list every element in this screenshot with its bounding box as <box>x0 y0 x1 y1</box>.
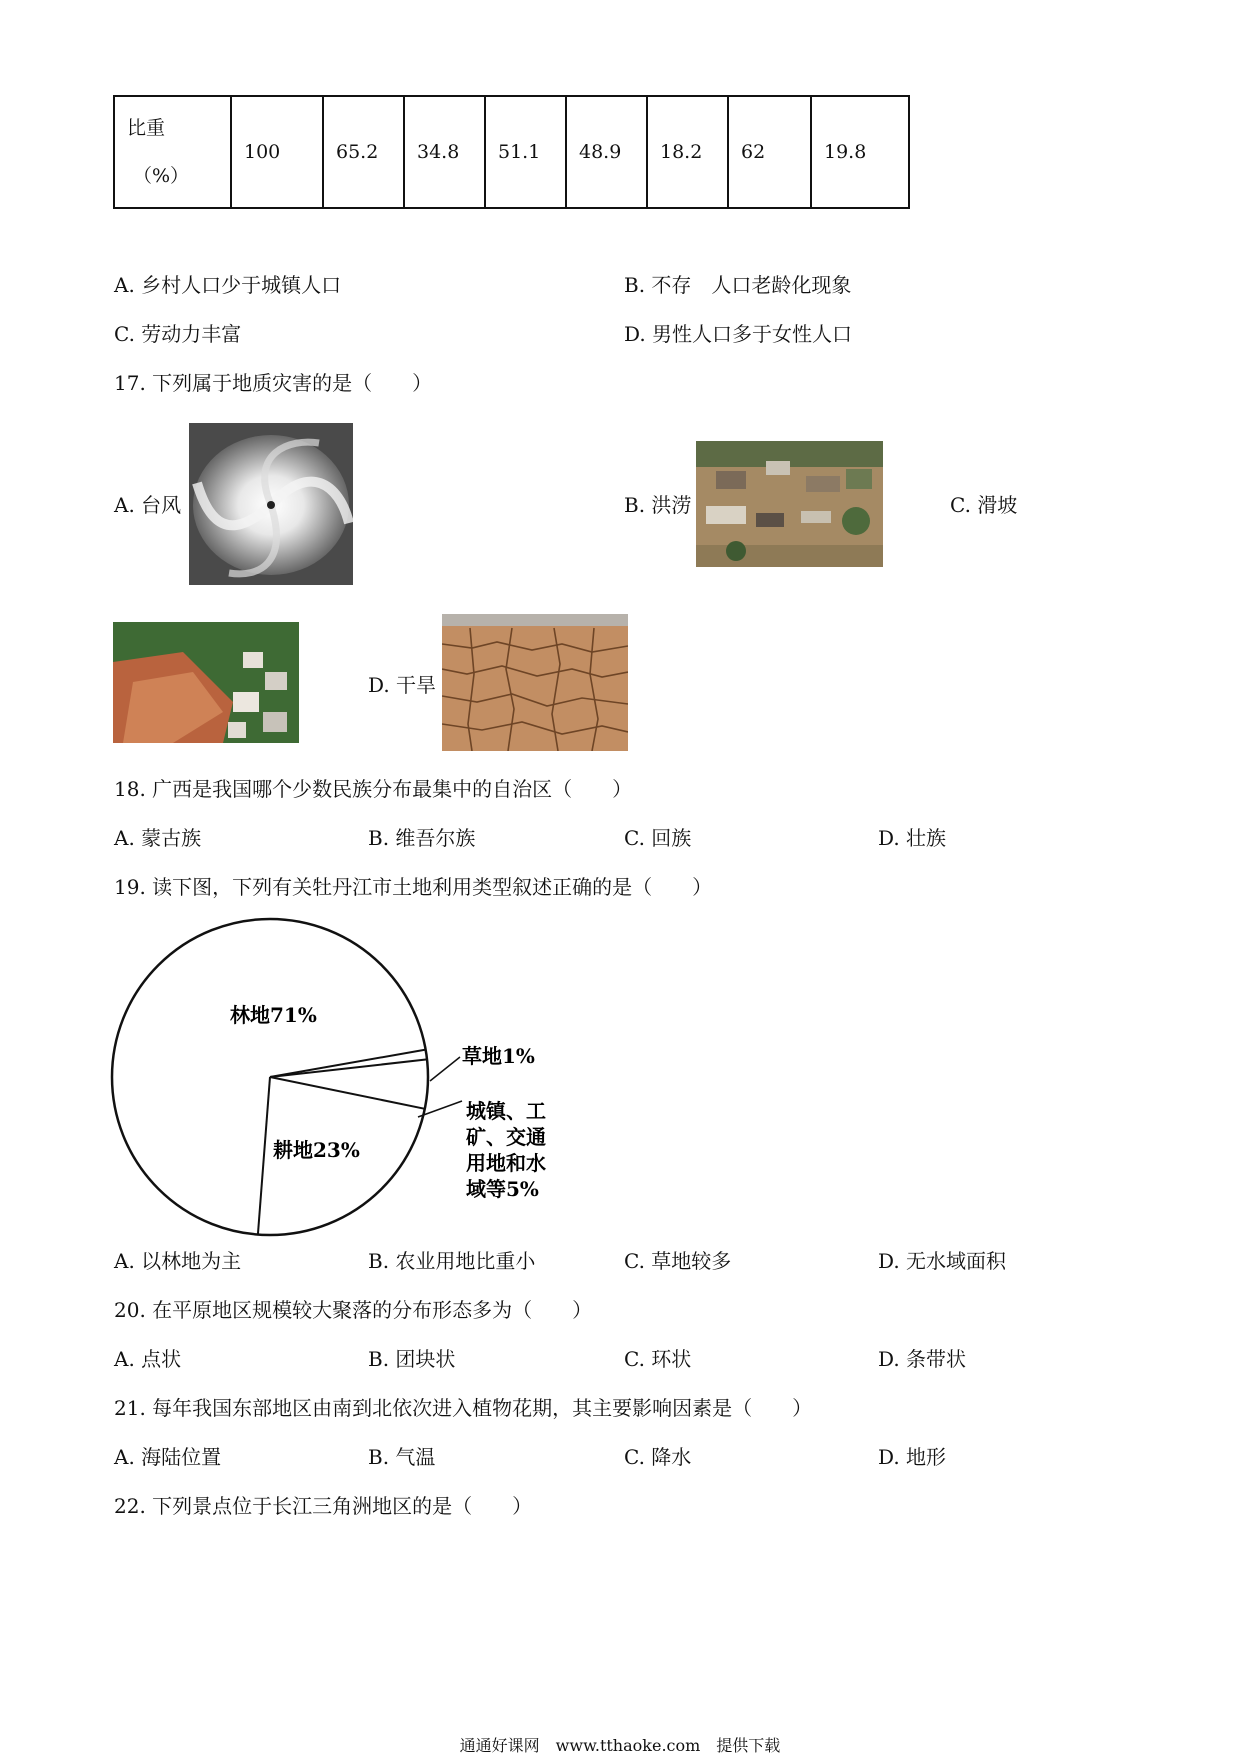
q18-option-b[interactable]: B. 维吾尔族 <box>368 826 476 850</box>
row-label-line1: 比重 <box>127 117 166 139</box>
q20-option-a[interactable]: A. 点状 <box>114 1347 182 1371</box>
page-footer: 通通好课网 www.tthaoke.com 提供下载 <box>459 1736 781 1755</box>
row-label-cell <box>114 96 231 208</box>
table-row <box>114 96 909 208</box>
pie-label-grassland: 草地1% <box>462 1044 535 1068</box>
q17-option-c[interactable]: C. 滑坡 <box>950 493 1018 517</box>
flood-image <box>696 441 883 567</box>
table-cell: 100 <box>231 96 323 208</box>
pie-label-urban-line4: 域等5% <box>466 1177 539 1201</box>
q21-option-a[interactable]: A. 海陆位置 <box>114 1445 222 1469</box>
q21-stem: 21. 每年我国东部地区由南到北依次进入植物花期，其主要影响因素是（ ） <box>114 1396 813 1420</box>
pie-label-urban-line3: 用地和水 <box>466 1151 546 1175</box>
q20-option-b[interactable]: B. 团块状 <box>368 1347 456 1371</box>
q21-option-b[interactable]: B. 气温 <box>368 1445 436 1469</box>
q21-option-c[interactable]: C. 降水 <box>624 1445 692 1469</box>
q18-option-a[interactable]: A. 蒙古族 <box>114 826 202 850</box>
q19-option-c[interactable]: C. 草地较多 <box>624 1249 732 1273</box>
q16-option-a[interactable]: A. 乡村人口少于城镇人口 <box>114 273 342 297</box>
table-cell: 62 <box>728 96 811 208</box>
table-cell: 65.2 <box>323 96 404 208</box>
table-cell: 34.8 <box>404 96 485 208</box>
grassland-leader-line <box>430 1057 460 1081</box>
pie-label-farmland: 耕地23% <box>273 1138 360 1162</box>
q17-option-d[interactable]: D. 干旱 <box>368 673 437 697</box>
q18-option-c[interactable]: C. 回族 <box>624 826 692 850</box>
pie-label-urban-line1: 城镇、工 <box>466 1099 546 1123</box>
land-use-pie-chart <box>100 905 580 1245</box>
typhoon-image <box>189 423 353 585</box>
q19-option-a[interactable]: A. 以林地为主 <box>114 1249 242 1273</box>
q18-option-d[interactable]: D. 壮族 <box>878 826 947 850</box>
q20-stem: 20. 在平原地区规模较大聚落的分布形态多为（ ） <box>114 1298 593 1322</box>
q22-stem: 22. 下列景点位于长江三角洲地区的是（ ） <box>114 1494 533 1518</box>
q17-option-a[interactable]: A. 台风 <box>114 493 182 517</box>
table-cell: 51.1 <box>485 96 566 208</box>
pie-label-forest: 林地71% <box>230 1003 317 1027</box>
q19-option-d[interactable]: D. 无水域面积 <box>878 1249 1007 1273</box>
q19-option-b[interactable]: B. 农业用地比重小 <box>368 1249 536 1273</box>
q21-option-d[interactable]: D. 地形 <box>878 1445 947 1469</box>
table-cell: 48.9 <box>566 96 647 208</box>
landslide-image <box>113 622 299 743</box>
q20-option-d[interactable]: D. 条带状 <box>878 1347 967 1371</box>
table-cell: 19.8 <box>811 96 909 208</box>
q18-stem: 18. 广西是我国哪个少数民族分布最集中的自治区（ ） <box>114 777 633 801</box>
row-label-line2: （%） <box>133 165 190 187</box>
q17-stem: 17. 下列属于地质灾害的是（ ） <box>114 371 433 395</box>
q16-option-b[interactable]: B. 不存 人口老龄化现象 <box>624 273 852 297</box>
table-cell: 18.2 <box>647 96 728 208</box>
pie-label-urban-line2: 矿、交通 <box>466 1125 546 1149</box>
q16-option-c[interactable]: C. 劳动力丰富 <box>114 322 242 346</box>
q20-option-c[interactable]: C. 环状 <box>624 1347 692 1371</box>
drought-image <box>442 614 628 751</box>
q17-option-b[interactable]: B. 洪涝 <box>624 493 692 517</box>
q16-option-d[interactable]: D. 男性人口多于女性人口 <box>624 322 853 346</box>
q19-stem: 19. 读下图，下列有关牡丹江市土地利用类型叙述正确的是（ ） <box>114 875 713 899</box>
population-table <box>113 95 910 209</box>
